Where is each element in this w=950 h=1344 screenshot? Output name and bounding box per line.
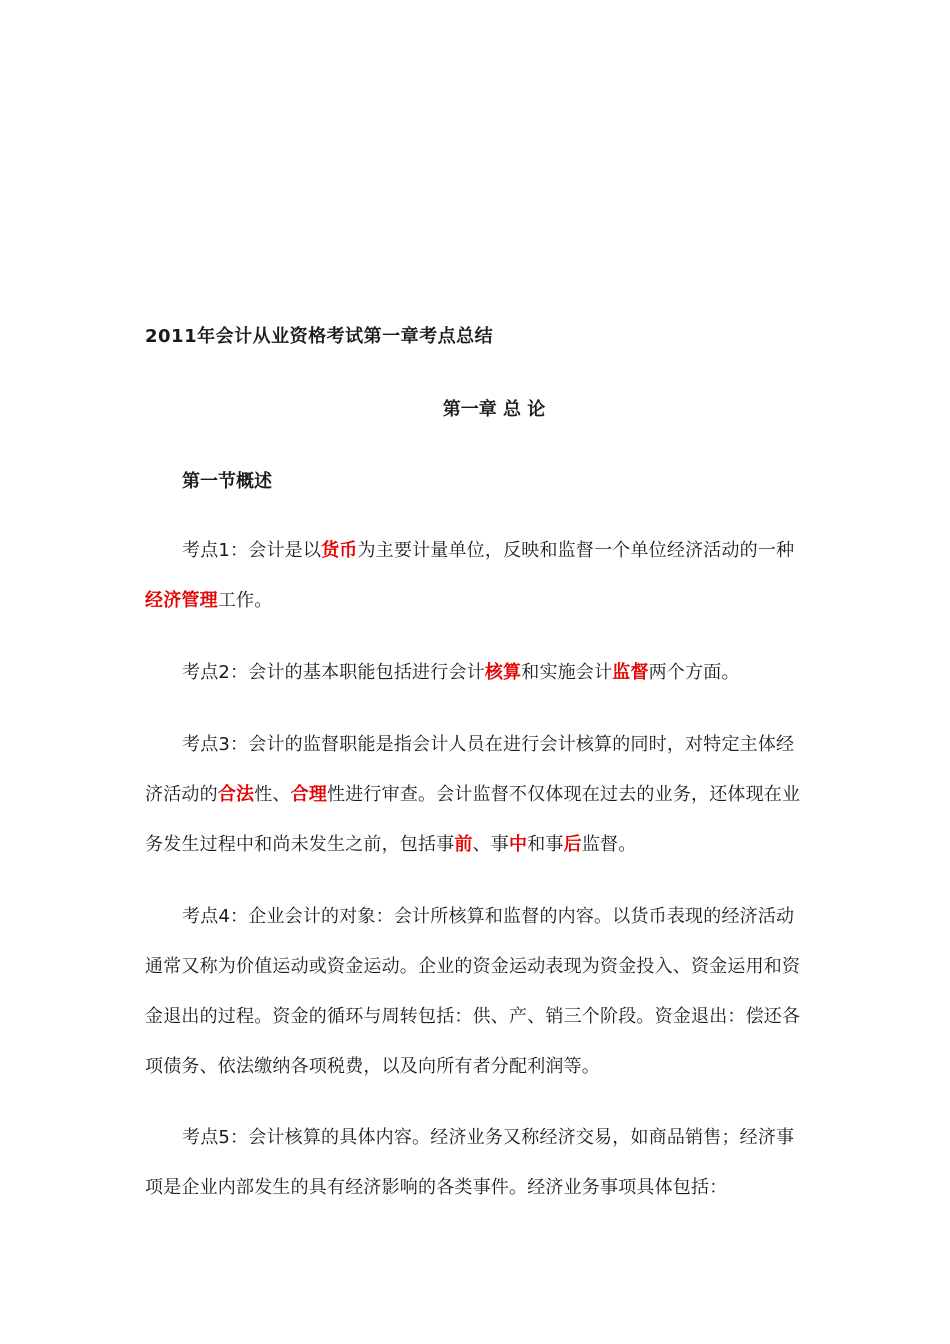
section-heading: 第一节概述 (182, 471, 272, 492)
key-term: 货币 (321, 540, 358, 561)
point-text: 工作。 (217, 590, 273, 611)
key-term: 合理 (290, 784, 328, 805)
point-text: 考点3：会计的监督职能是指会计人员在进行会计核算的同时，对特定主体经济活动的 (145, 734, 795, 805)
point-text: 监督。 (581, 834, 637, 855)
point-text: 、事 (472, 834, 510, 855)
exam-point-5 (145, 1113, 805, 1213)
key-term: 后 (563, 834, 582, 855)
exam-point-1 (145, 526, 805, 626)
point-text: 为主要计量单位，反映和监督一个单位经济活动的一种 (357, 540, 795, 561)
point-text: 性、 (254, 784, 291, 805)
point-text: 和事 (527, 834, 564, 855)
point-text: 考点1：会计是以 (182, 540, 322, 561)
chapter-heading: 第一章 总 论 (442, 399, 546, 420)
key-term: 合法 (217, 784, 255, 805)
document-title: 2011年会计从业资格考试第一章考点总结 (145, 326, 494, 347)
key-term: 经济管理 (145, 590, 218, 611)
point-text: 和实施会计 (521, 662, 613, 683)
key-term: 监督 (612, 662, 649, 683)
key-term: 中 (509, 834, 528, 855)
point-text: 两个方面。 (648, 662, 740, 683)
point-text: 考点2：会计的基本职能包括进行会计 (182, 662, 485, 683)
key-term: 前 (454, 834, 473, 855)
exam-point-4 (145, 892, 805, 1092)
point-text: 考点5：会计核算的具体内容。经济业务又称经济交易，如商品销售；经济事项是企业内部发生的具有经济影响的各类事件。经济业务事项具体包括： (145, 1127, 795, 1198)
exam-point-3 (145, 720, 805, 870)
point-text: 考点4：企业会计的对象：会计所核算和监督的内容。以货币表现的经济活动通常又称为价值运动或资金运动。企业的资金运动表现为资金投入、资金运用和资金退出的过程。资金的循环与周转包括：供、产、销三个阶段。资金退出：偿还各项债务、依法缴纳各项税费，以及向所有者分配利润等。 (145, 906, 801, 1077)
key-term: 核算 (484, 662, 522, 683)
exam-point-2 (145, 648, 805, 698)
point-text: 性进行审查。会计监督不仅体现在过去的业务，还体现在业务发生过程中和尚未发生之前，包括事 (145, 784, 801, 855)
